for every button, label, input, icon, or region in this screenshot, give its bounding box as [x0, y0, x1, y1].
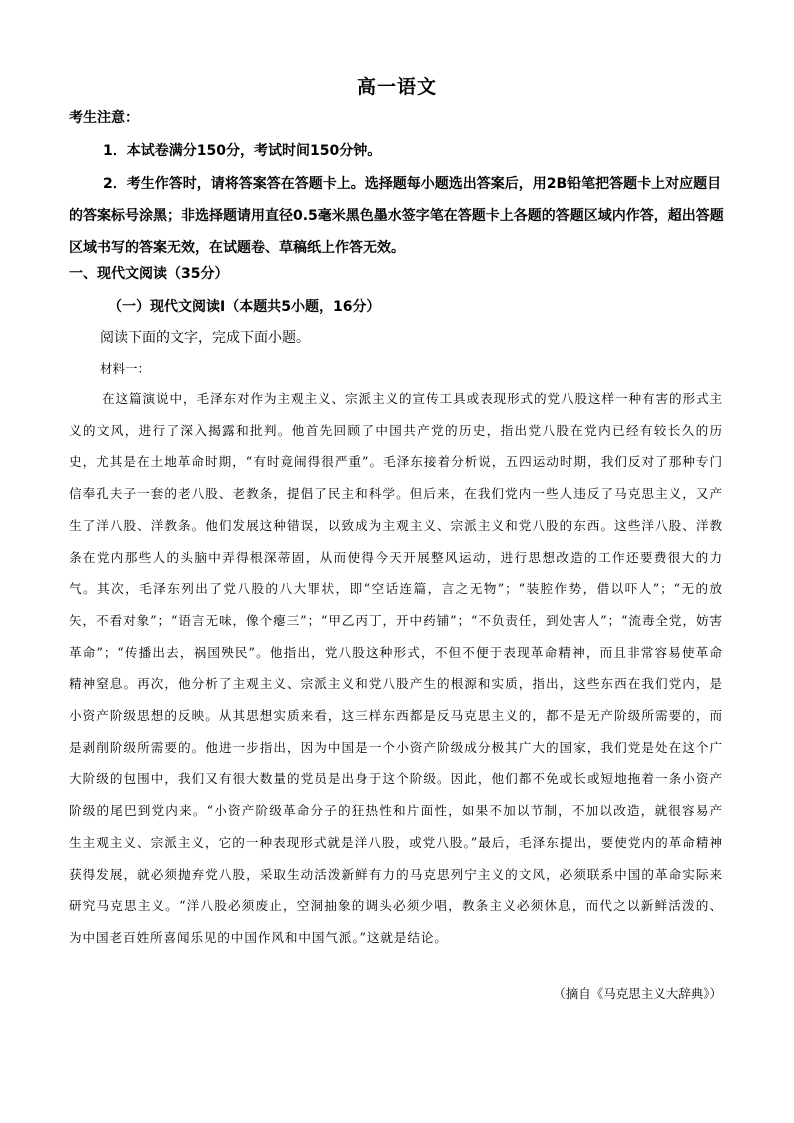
- material-source: （摘自《马克思主义大辞典》）: [553, 986, 722, 1001]
- subsection-heading: （一）现代文阅读Ⅰ（本题共5小题，16分）: [108, 299, 381, 315]
- page-title: 高一语文: [356, 76, 437, 98]
- notice-heading: 考生注意：: [69, 110, 139, 126]
- section-heading: 一、现代文阅读（35分）: [69, 266, 229, 282]
- reading-instruction: 阅读下面的文字，完成下面小题。: [100, 330, 310, 346]
- material-text: 在这篇演说中，毛泽东对作为主观主义、宗派主义的宣传工具或表现形式的党八股这样一种有害的形式主义的文风，进行了深入揭露和批判。他首先回顾了中国共产党的历史，指出党八股在党内已经有较长久的历史，尤其是在土地革命时期，“有时竟闹得很严重”。毛泽东接着分析说，五四运动时期，我们反对了那种专门信奉孔夫子一套的老八股、老教条，提倡了民主和科学。但后来，在我们党内一些人违反了马克思主义，又产生了洋八股、洋教条。他们发展这种错误，以致成为主观主义、宗派主义和党八股的东西。这些洋八股、洋教条在党内那些人的头脑中弄得根深蒂固，从而使得今天开展整风运动，进行思想改造的工作还要费很大的力气。其次，毛泽东列出了党八股的八大罪状，即“空话连篇，言之无物”；“装腔作势，借以吓人”；“无的放矢，不看对象”；“语言无味，像个瘪三”；“甲乙丙丁，开中药铺”；“不负责任，到处害人”；“流毒全党，妨害革命”；“传播出去，祸国殃民”。他指出，党八股这种形式，不但不便于表现革命精神，而且非常容易使革命精神窒息。再次，他分析了主观主义、宗派主义和党八股产生的根源和实质，指出，这些东西在我们党内，是小资产阶级思想的反映。从其思想实质来看，这三样东西都是反马克思主义的，都不是无产阶级所需要的，而是剥削阶级所需要的。他进一步指出，因为中国是一个小资产阶级成分极其广大的国家，我们党是处在这个广大阶级的包围中，我们又有很大数量的党员是出身于这个阶级。因此，他们都不免或长或短地拖着一条小资产阶级的尾巴到党内来。“小资产阶级革命分子的狂热性和片面性，如果不加以节制，不加以改造，就很容易产生主观主义、宗派主义，它的一种表现形式就是洋八股，或党八股。”最后，毛泽东提出，要使党内的革命精神获得发展，就必须抛弃党八股，采取生动活泼新鲜有力的马克思列宁主义的文风，必须联系中国的革命实际来研究马克思主义。“洋八股必须废止，空洞抽象的调头必须少唱，教条主义必须休息，而代之以新鲜活泼的、为中国老百姓所喜闻乐见的中国作风和中国气派。”这就是结论。: [69, 391, 723, 945]
- material-label: 材料一：: [100, 361, 151, 376]
- notice-item-2: 2．考生作答时，请将答案答在答题卡上。选择题每小题选出答案后，用2B铅笔把答题卡上对应题目的答案标号涂黑；非选择题请用直径0.5毫米黑色墨水签字笔在答题卡上各题的答题区域内作答，超出答题区域书写的答案无效，在试题卷、草稿纸上作答无效。: [69, 176, 724, 256]
- notice-item-1: 1．本试卷满分150分，考试时间150分钟。: [103, 143, 382, 159]
